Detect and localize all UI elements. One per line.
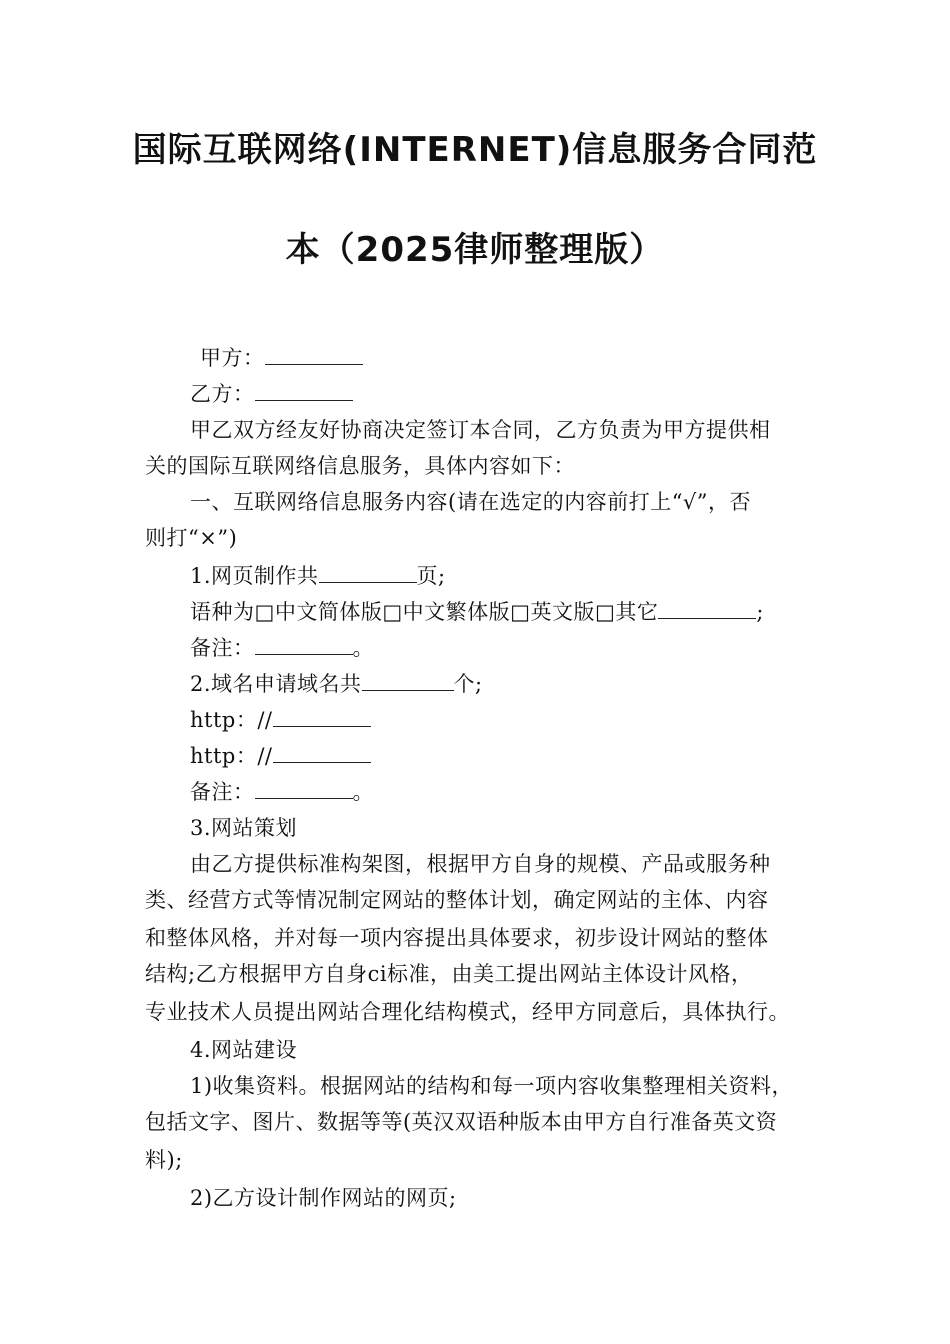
item3-paragraph-line-5: 专业技术人员提出网站合理化结构模式，经甲方同意后，具体执行。 <box>145 1000 790 1024</box>
party-a-label: 甲方： <box>200 346 265 370</box>
intro-line-1: 甲乙双方经友好协商决定签订本合同，乙方负责为甲方提供相 <box>190 418 771 442</box>
item2-domains-blank[interactable] <box>362 670 454 691</box>
item2-note-blank[interactable] <box>255 778 353 799</box>
item4-step1-line-3: 料); <box>145 1148 183 1172</box>
item2-domains-line <box>190 670 483 698</box>
item2-note-end: 。 <box>352 780 374 804</box>
item1-note-blank[interactable] <box>255 634 353 655</box>
item2-http-line-2 <box>190 742 371 770</box>
item1-language-line <box>190 598 764 626</box>
section1-line-1: 一、互联网络信息服务内容(请在选定的内容前打上“√”，否 <box>190 490 752 514</box>
item1-note-label: 备注： <box>190 636 255 660</box>
item1-pages-label: 1.网页制作共 <box>190 564 319 588</box>
item2-http-blank-2[interactable] <box>273 742 371 763</box>
item2-http-line-1 <box>190 706 371 734</box>
party-a-line <box>200 344 363 372</box>
item3-paragraph-line-2: 类、经营方式等情况制定网站的整体计划，确定网站的主体、内容 <box>145 888 769 912</box>
item1-pages-blank[interactable] <box>319 562 417 583</box>
item3-heading: 3.网站策划 <box>190 816 298 840</box>
item2-domains-label: 2.域名申请域名共 <box>190 672 362 696</box>
item3-paragraph-line-4: 结构;乙方根据甲方自身ci标准，由美工提出网站主体设计风格， <box>145 962 753 986</box>
item1-language-other-blank[interactable] <box>658 598 756 619</box>
item4-step2-line: 2)乙方设计制作网站的网页; <box>190 1186 457 1210</box>
item4-heading: 4.网站建设 <box>190 1038 298 1062</box>
party-b-blank[interactable] <box>255 380 353 401</box>
intro-line-2: 关的国际互联网络信息服务，具体内容如下： <box>145 454 575 478</box>
item3-paragraph-line-1: 由乙方提供标准构架图，根据甲方自身的规模、产品或服务种 <box>190 852 771 876</box>
party-a-blank[interactable] <box>265 344 363 365</box>
item1-language-suffix: ; <box>756 600 764 624</box>
item1-language-label: 语种为□中文简体版□中文繁体版□英文版□其它 <box>190 600 659 624</box>
item1-pages-line <box>190 562 446 590</box>
item2-note-label: 备注： <box>190 780 255 804</box>
item1-note-end: 。 <box>352 636 374 660</box>
item2-http-blank-1[interactable] <box>273 706 371 727</box>
item4-step1-line-2: 包括文字、图片、数据等等(英汉双语种版本由甲方自行准备英文资 <box>145 1110 778 1134</box>
item1-note-line <box>190 634 374 662</box>
document-title-line-2: 本（2025律师整理版） <box>285 230 665 270</box>
item4-step1-line-1: 1)收集资料。根据网站的结构和每一项内容收集整理相关资料， <box>190 1074 794 1098</box>
section1-line-2: 则打“×”) <box>145 526 238 550</box>
party-b-line <box>190 380 353 408</box>
item3-paragraph-line-3: 和整体风格，并对每一项内容提出具体要求，初步设计网站的整体 <box>145 926 769 950</box>
document-title-line-1: 国际互联网络(INTERNET)信息服务合同范 <box>132 130 818 170</box>
item2-domains-suffix: 个; <box>453 672 483 696</box>
item2-http-label-2: http：// <box>190 744 273 768</box>
item2-note-line <box>190 778 374 806</box>
party-b-label: 乙方： <box>190 382 255 406</box>
item1-pages-suffix: 页; <box>416 564 446 588</box>
item2-http-label-1: http：// <box>190 708 273 732</box>
